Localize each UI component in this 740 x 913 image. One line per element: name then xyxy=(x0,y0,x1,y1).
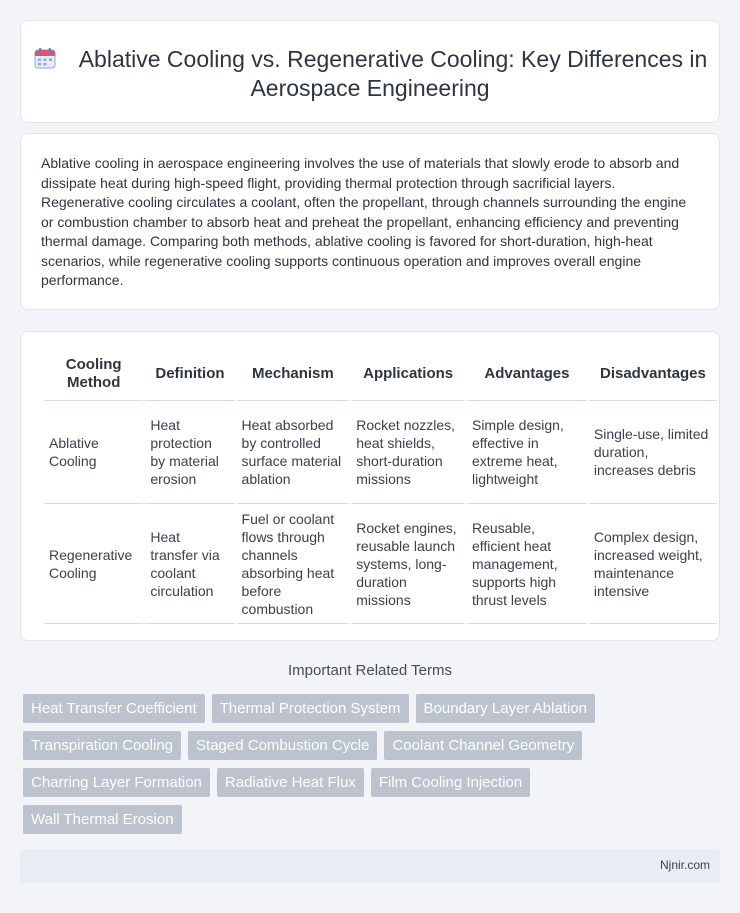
related-term-tag[interactable]: Transpiration Cooling xyxy=(23,731,181,760)
related-terms-list xyxy=(23,694,713,842)
table-cell: Ablative Cooling xyxy=(44,401,143,504)
comparison-table xyxy=(42,350,719,624)
column-header: Applications xyxy=(351,350,465,401)
related-term-tag[interactable]: Heat Transfer Coefficient xyxy=(23,694,205,723)
column-header: Advantages xyxy=(467,350,587,401)
column-header: Mechanism xyxy=(237,350,350,401)
related-term-tag[interactable]: Film Cooling Injection xyxy=(371,768,530,797)
intro-paragraph: Ablative cooling in aerospace engineering involves the use of materials that slowly erode to absorb and dissipate heat during high-speed flight, providing thermal protection through sacrificial layers. Regenerative cooling circulates a coolant, often the propellant, through channels surrounding the engine or combustion chamber to absorb heat and preheat the propellant, enhancing efficiency and preventing thermal damage. Comparing both methods, ablative cooling is favored for short-duration, high-heat scenarios, while regenerative cooling supports continuous operation and improves overall engine performance. xyxy=(41,155,687,288)
related-term-tag[interactable]: Staged Combustion Cycle xyxy=(188,731,377,760)
column-header: Definition xyxy=(145,350,234,401)
related-term-tag[interactable]: Thermal Protection System xyxy=(212,694,409,723)
table-header-row xyxy=(44,350,717,401)
related-term-tag[interactable]: Charring Layer Formation xyxy=(23,768,210,797)
related-term-tag[interactable]: Boundary Layer Ablation xyxy=(416,694,595,723)
related-term-tag[interactable]: Radiative Heat Flux xyxy=(217,768,364,797)
table-cell: Heat transfer via coolant circulation xyxy=(145,504,234,624)
table-cell: Heat protection by material erosion xyxy=(145,401,234,504)
intro-card xyxy=(20,133,720,310)
table-cell: Rocket engines, reusable launch systems, long-duration missions xyxy=(351,504,465,624)
footer xyxy=(20,849,720,883)
footer-site-link[interactable]: Njnir.com xyxy=(659,858,710,872)
table-cell: Rocket nozzles, heat shields, short-duration missions xyxy=(351,401,465,504)
table-cell: Regenerative Cooling xyxy=(44,504,143,624)
table-cell: Heat absorbed by controlled surface material ablation xyxy=(237,401,350,504)
calendar-icon xyxy=(33,46,57,70)
table-row xyxy=(44,504,717,624)
table-cell: Single-use, limited duration, increases debris xyxy=(589,401,717,504)
table-row xyxy=(44,401,717,504)
page-title xyxy=(21,45,719,103)
related-term-tag[interactable]: Wall Thermal Erosion xyxy=(23,805,182,834)
comparison-table-card xyxy=(20,331,720,641)
table-cell: Simple design, effective in extreme heat, lightweight xyxy=(467,401,587,504)
related-term-tag[interactable]: Coolant Channel Geometry xyxy=(384,731,582,760)
column-header: Cooling Method xyxy=(44,350,143,401)
column-header: Disadvantages xyxy=(589,350,717,401)
table-cell: Reusable, efficient heat management, supports high thrust levels xyxy=(467,504,587,624)
title-text: Ablative Cooling vs. Regenerative Cooling: Key Differences in Aerospace Engineering xyxy=(78,46,708,101)
table-cell: Fuel or coolant flows through channels absorbing heat before combustion xyxy=(237,504,350,624)
title-card xyxy=(20,20,720,123)
table-cell: Complex design, increased weight, maintenance intensive xyxy=(589,504,717,624)
related-terms-title: Important Related Terms xyxy=(288,662,452,679)
